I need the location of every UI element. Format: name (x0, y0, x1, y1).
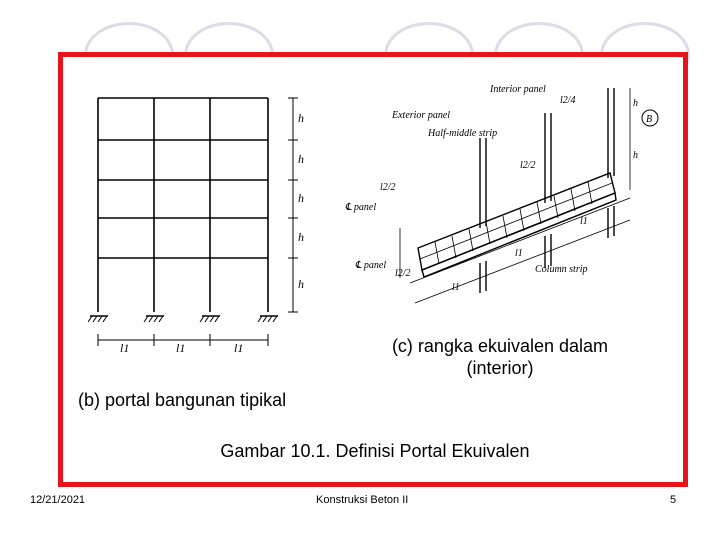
footer-date: 12/21/2021 (30, 494, 86, 506)
interior-panel-label: Interior panel (490, 84, 546, 95)
footer-course: Konstruksi Beton II (316, 494, 409, 506)
cl-panel-label: ℄ panel (355, 260, 387, 271)
caption-c-line1: (c) rangka ekuivalen dalam (391, 336, 609, 356)
figure-title: Gambar 10.1. Definisi Portal Ekuivalen (220, 441, 530, 461)
height-label: h (633, 150, 638, 161)
l1-label: l1 (452, 282, 460, 293)
story-height-label: h (298, 230, 304, 244)
l1-label: l1 (580, 216, 588, 227)
story-height-label: h (298, 152, 304, 166)
figure-b-typical-frame (88, 90, 328, 360)
figure-c-equivalent-frame (340, 78, 665, 323)
height-label: h (633, 98, 638, 109)
l2-half-label: l2/2 (380, 182, 396, 193)
l2-half-label: l2/2 (395, 268, 411, 279)
caption-c-line2: (interior) (466, 358, 534, 378)
column-strip-label: Column strip (535, 264, 588, 275)
span-label: l1 (176, 341, 186, 355)
span-label: l1 (120, 341, 130, 355)
caption-c (360, 335, 640, 379)
cl-panel-label: ℄ panel (345, 202, 377, 213)
l1-label: l1 (515, 248, 523, 259)
span-label: l1 (234, 341, 244, 355)
story-height-label: h (298, 191, 304, 205)
l2-half-label: l2/2 (520, 160, 536, 171)
footer-page-number: 5 (670, 494, 677, 506)
half-middle-strip-label: Half-middle strip (428, 128, 498, 139)
story-height-label: h (298, 277, 304, 291)
l2-quarter-label: l2/4 (560, 95, 576, 106)
exterior-panel-label: Exterior panel (392, 110, 451, 121)
marker-b-label: B (646, 114, 653, 125)
caption-b: (b) portal bangunan tipikal (78, 390, 287, 410)
story-height-label: h (298, 111, 304, 125)
